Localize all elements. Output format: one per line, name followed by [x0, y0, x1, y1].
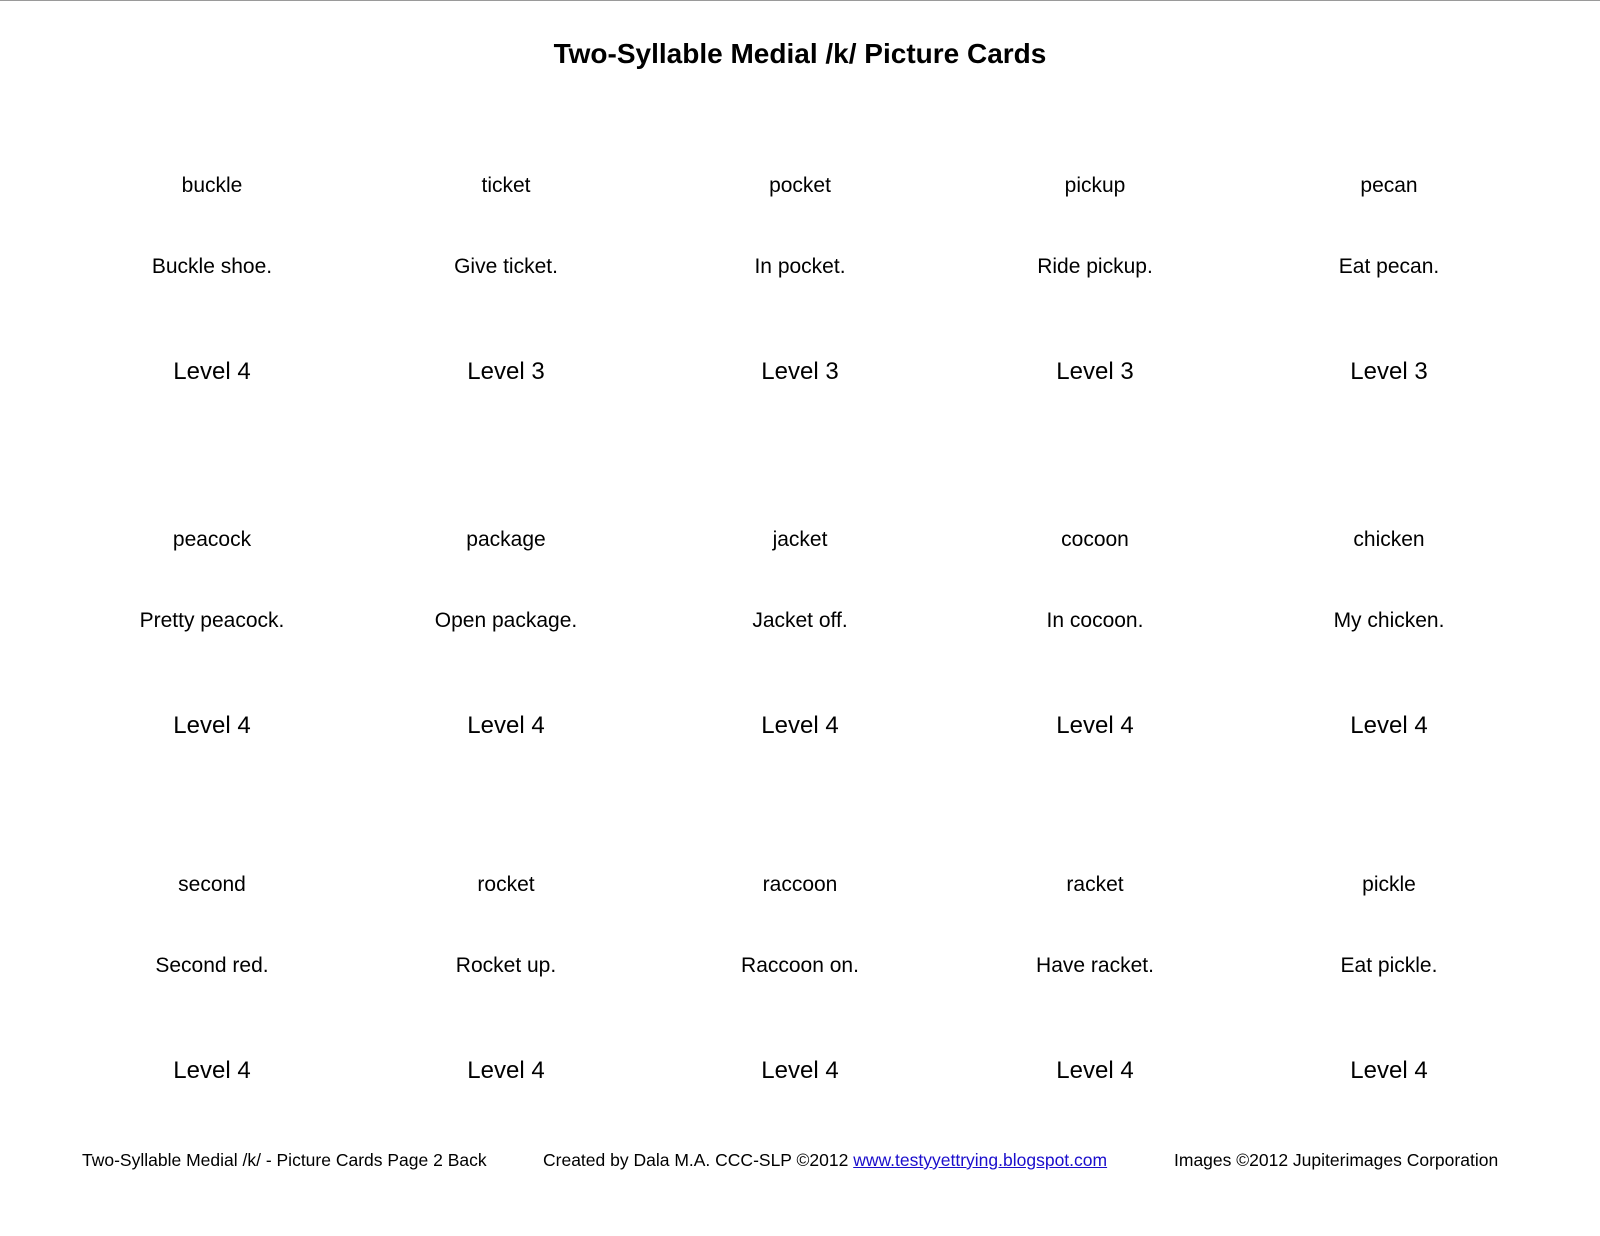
card-word: ticket: [481, 174, 531, 197]
picture-card: [72, 171, 352, 471]
picture-card: [660, 870, 940, 1170]
picture-card: [366, 525, 646, 825]
card-word: pocket: [769, 174, 831, 197]
picture-card: [366, 870, 646, 1170]
card-phrase: Pretty peacock.: [139, 609, 285, 632]
card-phrase: Open package.: [434, 609, 578, 632]
card-word: chicken: [1353, 528, 1425, 551]
picture-card: [1249, 171, 1529, 471]
card-level: Level 4: [1350, 712, 1428, 739]
picture-card: [660, 171, 940, 471]
footer-image-copyright: Images ©2012 Jupiterimages Corporation: [1174, 1150, 1499, 1170]
card-level: Level 4: [467, 1057, 545, 1084]
footer-website-link[interactable]: www.testyyettrying.blogspot.com: [853, 1150, 1108, 1170]
card-word: rocket: [477, 873, 535, 896]
card-phrase: Second red.: [155, 954, 269, 977]
card-level: Level 4: [173, 712, 251, 739]
card-level: Level 4: [173, 358, 251, 385]
card-word: jacket: [772, 528, 828, 551]
card-phrase: Give ticket.: [454, 255, 558, 278]
card-phrase: Ride pickup.: [1037, 255, 1153, 278]
picture-card: [1249, 870, 1529, 1170]
card-phrase: My chicken.: [1333, 609, 1445, 632]
card-word: pecan: [1360, 174, 1418, 197]
card-level: Level 3: [1350, 358, 1428, 385]
card-level: Level 3: [467, 358, 545, 385]
picture-card: [955, 870, 1235, 1170]
card-level: Level 3: [761, 358, 839, 385]
picture-card: [955, 525, 1235, 825]
card-level: Level 4: [467, 712, 545, 739]
card-phrase: Rocket up.: [455, 954, 557, 977]
card-level: Level 4: [1056, 1057, 1134, 1084]
footer-credit-text: Created by Dala M.A. CCC-SLP ©2012: [543, 1150, 849, 1170]
card-phrase: Buckle shoe.: [151, 255, 273, 278]
card-phrase: Jacket off.: [752, 609, 848, 632]
footer-credit: [543, 1147, 1107, 1173]
card-phrase: In pocket.: [754, 255, 846, 278]
card-level: Level 4: [761, 712, 839, 739]
card-level: Level 3: [1056, 358, 1134, 385]
card-word: buckle: [181, 174, 243, 197]
footer-page-label: Two-Syllable Medial /k/ - Picture Cards Page 2 Back: [82, 1150, 487, 1170]
picture-card: [955, 171, 1235, 471]
card-phrase: Have racket.: [1036, 954, 1154, 977]
card-phrase: Eat pickle.: [1340, 954, 1438, 977]
card-word: pickle: [1362, 873, 1416, 896]
card-word: raccoon: [762, 873, 838, 896]
picture-card: [660, 525, 940, 825]
card-word: cocoon: [1061, 528, 1129, 551]
card-word: second: [178, 873, 246, 896]
card-phrase: Raccoon on.: [741, 954, 859, 977]
card-word: racket: [1066, 873, 1124, 896]
footer: [0, 1147, 1600, 1173]
picture-card: [72, 525, 352, 825]
card-level: Level 4: [1056, 712, 1134, 739]
card-level: Level 4: [761, 1057, 839, 1084]
card-phrase: In cocoon.: [1046, 609, 1144, 632]
picture-card: [366, 171, 646, 471]
picture-card: [72, 870, 352, 1170]
picture-card: [1249, 525, 1529, 825]
page-title: Two-Syllable Medial /k/ Picture Cards: [553, 38, 1047, 69]
card-word: peacock: [172, 528, 252, 551]
card-level: Level 4: [173, 1057, 251, 1084]
card-level: Level 4: [1350, 1057, 1428, 1084]
card-phrase: Eat pecan.: [1338, 255, 1440, 278]
card-word: pickup: [1064, 174, 1126, 197]
card-word: package: [466, 528, 546, 551]
